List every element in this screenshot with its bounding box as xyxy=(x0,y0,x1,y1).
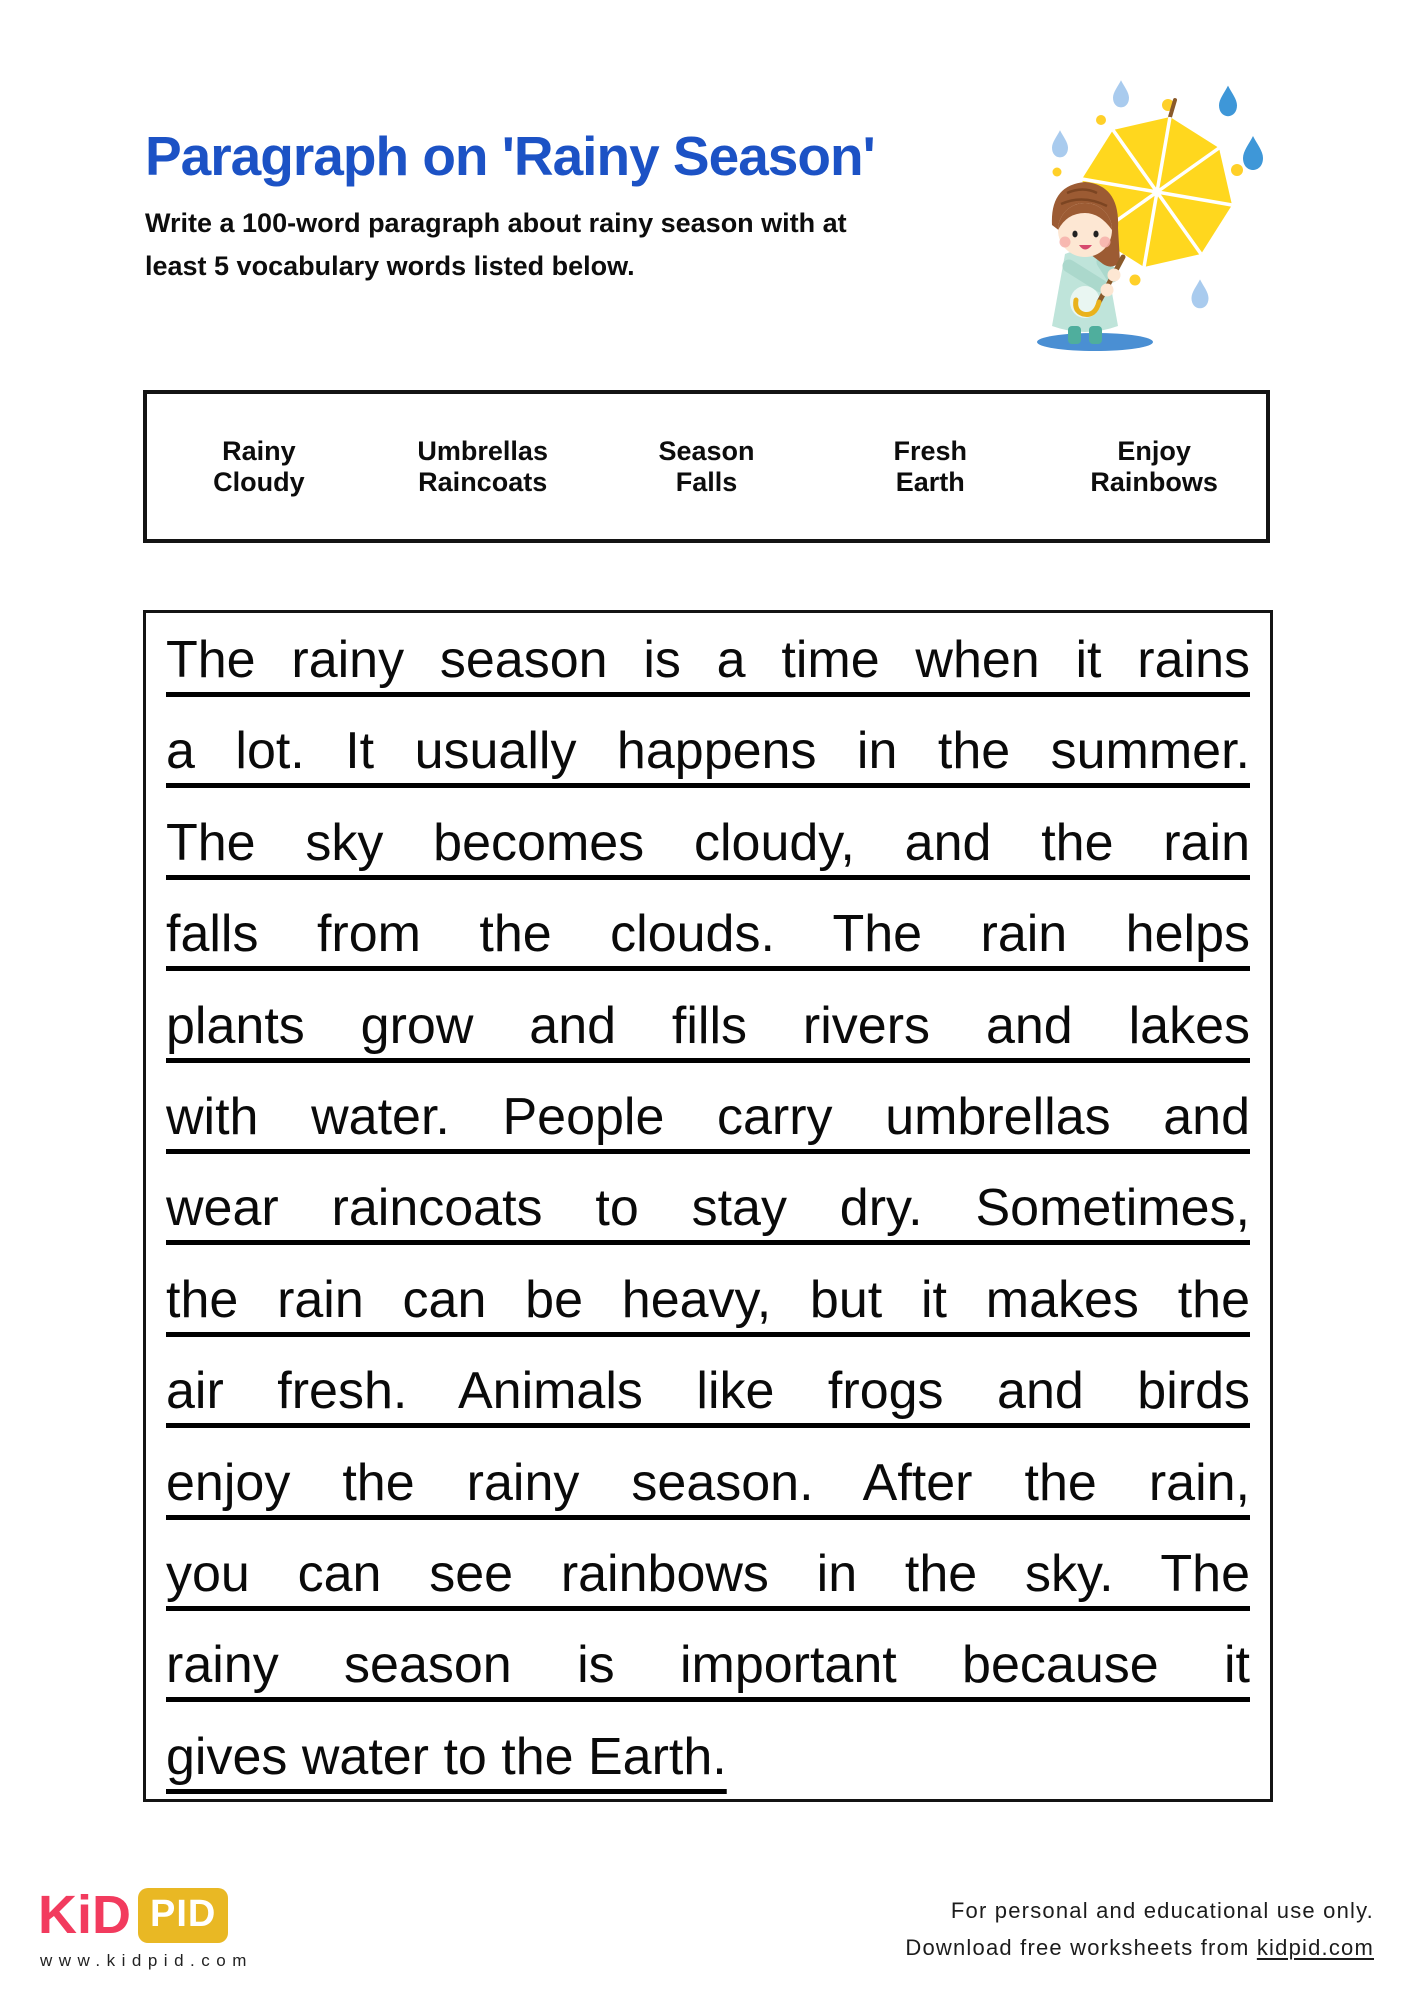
vocab-row xyxy=(147,467,1266,498)
header xyxy=(145,125,1005,289)
paragraph-line xyxy=(166,1438,1250,1529)
paragraph-line-text: The rainy season is a time when it rains xyxy=(166,631,1250,689)
paragraph-line xyxy=(166,889,1250,980)
page-subtitle: Write a 100-word paragraph about rainy season with at least 5 vocabulary words listed below. xyxy=(145,207,847,282)
logo-url: www.kidpid.com xyxy=(40,1951,253,1970)
paragraph-line-text: you can see rainbows in the sky. The xyxy=(166,1545,1250,1604)
paragraph-line xyxy=(166,615,1250,706)
kidpid-link[interactable]: kidpid.com xyxy=(1256,1934,1374,1960)
paragraph-line xyxy=(166,798,1250,889)
vocabulary-grid xyxy=(147,436,1266,498)
vocab-word-rainy: Rainy xyxy=(222,435,296,466)
paragraph-line xyxy=(166,1255,1250,1346)
paragraph-line-text: a lot. It usually happens in the summer. xyxy=(166,722,1250,781)
paragraph-line-text: air fresh. Animals like frogs and birds xyxy=(166,1362,1250,1421)
paragraph-line xyxy=(166,706,1250,797)
paragraph-line-text: plants grow and fills rivers and lakes xyxy=(166,996,1250,1055)
vocab-word-rainbows: Rainbows xyxy=(1090,466,1218,497)
paragraph-line-text: gives water to the Earth. xyxy=(166,1727,727,1786)
vocab-word-umbrellas: Umbrellas xyxy=(417,435,548,466)
logo-pid-badge: PID xyxy=(138,1888,228,1943)
paragraph-line-text: wear raincoats to stay dry. Sometimes, xyxy=(166,1179,1250,1238)
footer-notice xyxy=(905,1893,1374,1966)
vocab-word-earth: Earth xyxy=(895,466,965,497)
paragraph-line-text: with water. People carry umbrellas and xyxy=(166,1088,1250,1147)
rainy-girl-illustration xyxy=(995,50,1285,355)
paragraph-line-text: The sky becomes cloudy, and the rain xyxy=(166,813,1250,872)
raindrops-dark xyxy=(1219,86,1263,170)
vocab-row xyxy=(147,436,1266,467)
page-title: Paragraph on 'Rainy Season' xyxy=(145,125,875,187)
girl xyxy=(1052,182,1120,344)
vocab-word-falls: Falls xyxy=(675,466,738,497)
notice-line2-prefix: Download free worksheets from xyxy=(905,1934,1257,1960)
paragraph-line xyxy=(166,1163,1250,1254)
notice-line2 xyxy=(905,1930,1374,1967)
vocab-word-season: Season xyxy=(658,435,755,466)
vocabulary-box xyxy=(143,390,1270,543)
vocab-word-cloudy: Cloudy xyxy=(213,466,305,497)
paragraph-line xyxy=(166,1529,1250,1620)
paragraph-box xyxy=(143,610,1273,1802)
paragraph-line xyxy=(166,1072,1250,1163)
vocab-word-raincoats: Raincoats xyxy=(418,466,548,497)
paragraph-line-text: the rain can be heavy, but it makes the xyxy=(166,1270,1250,1329)
paragraph-line xyxy=(166,1712,1250,1802)
vocab-word-fresh: Fresh xyxy=(893,435,968,466)
paragraph-line-text: enjoy the rainy season. After the rain, xyxy=(166,1453,1250,1512)
paragraph-line-text: falls from the clouds. The rain helps xyxy=(166,905,1250,964)
hand xyxy=(1101,284,1114,297)
hand xyxy=(1108,269,1121,282)
paragraph-line xyxy=(166,1346,1250,1437)
paragraph-line xyxy=(166,1620,1250,1711)
kidpid-logo xyxy=(38,1884,228,1946)
paragraph-lines xyxy=(166,615,1250,1802)
vocab-word-enjoy: Enjoy xyxy=(1117,435,1191,466)
notice-line1: For personal and educational use only. xyxy=(950,1898,1374,1923)
logo-kid-text: KiD xyxy=(38,1885,131,1945)
paragraph-line-text: rainy season is important because it xyxy=(166,1636,1250,1695)
paragraph-line xyxy=(166,981,1250,1072)
